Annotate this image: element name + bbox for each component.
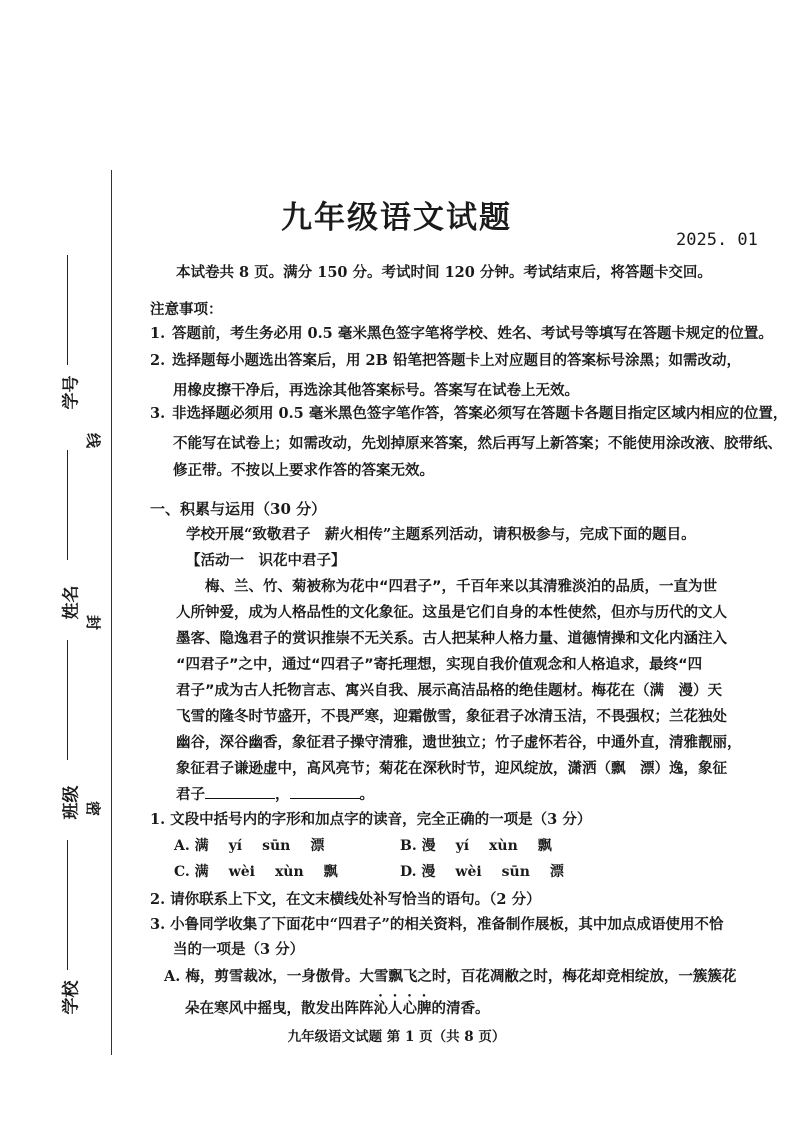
passage-last-line bbox=[176, 783, 374, 804]
exam-date: 2025. 01 bbox=[676, 230, 758, 250]
passage-line: “四君子”之中，通过“四君子”寄托理想，实现自我价值观念和人格追求，最终“四 bbox=[176, 657, 703, 673]
passage-line: 飞雪的隆冬时节盛开，不畏严寒，迎霜傲雪，象征君子冰清玉洁，不畏强权；兰花独处 bbox=[176, 709, 727, 725]
page-title: 九年级语文试题 bbox=[281, 200, 512, 236]
option-text: xùn bbox=[274, 864, 304, 880]
name-field bbox=[67, 450, 68, 560]
notice-item-3-cont-2: 修正带。不按以上要求作答的答案无效。 bbox=[173, 462, 434, 479]
passage-line: 墨客、隐逸君子的赏识推崇不无关系。古人把某种人格力量、道德情操和文化内涵注入 bbox=[176, 631, 727, 647]
question-2: 2. 请你联系上下文，在文末横线处补写恰当的语句。（2 分） bbox=[150, 891, 541, 908]
dotted-idiom: 沁人心脾 bbox=[373, 1000, 432, 1017]
passage-line: 象征君子谦逊虚中，高风亮节；菊花在深秋时节，迎风绽放，潇洒（飘 漂）逸，象征 bbox=[176, 761, 727, 777]
option-text: yí bbox=[455, 838, 470, 854]
seal-char-mi: 密 bbox=[84, 800, 103, 817]
notice-item-1 bbox=[150, 320, 773, 347]
question-3: 3. 小鲁同学收集了下面花中“四君子”的相关资料，准备制作展板，其中加点成语使用不恰 bbox=[150, 916, 724, 933]
exam-intro: 本试卷共 8 页。满分 150 分。考试时间 120 分钟。考试结束后，将答题卡交回。 bbox=[176, 264, 712, 281]
passage-line: 人所钟爱，成为人格品性的文化象征。这虽是它们自身的本性使然，但亦与历代的文人 bbox=[176, 605, 727, 621]
notice-item-number: 1. bbox=[150, 325, 166, 342]
name-label: 姓名 bbox=[61, 585, 82, 620]
section-heading: 一、积累与运用（30 分） bbox=[150, 500, 327, 518]
option-text: wèi bbox=[228, 864, 255, 880]
seal-char-feng: 封 bbox=[84, 614, 103, 631]
passage-text: 。 bbox=[359, 787, 374, 803]
binding-margin-line bbox=[111, 170, 112, 1055]
q1-option-d bbox=[400, 861, 584, 881]
notice-item-number: 2. bbox=[150, 352, 166, 369]
class-field bbox=[67, 640, 68, 760]
notice-item-2-cont: 用橡皮擦干净后，再选涂其他答案标号。答案写在试卷上无效。 bbox=[173, 382, 579, 399]
option-text: 的清香。 bbox=[431, 1000, 490, 1017]
student-no-field bbox=[67, 255, 68, 365]
q3-option-a: A. 梅，剪雪裁冰，一身傲骨。大雪飘飞之时，百花凋敝之时，梅花却竞相绽放，一簇簇花 bbox=[164, 968, 737, 985]
option-text: sūn bbox=[262, 838, 291, 854]
school-field bbox=[67, 840, 68, 970]
option-text: 漂 bbox=[310, 838, 325, 854]
option-text: 漂 bbox=[549, 864, 564, 880]
q1-option-a bbox=[174, 835, 344, 855]
option-text: A. 满 bbox=[174, 838, 209, 854]
notice-item-2 bbox=[150, 347, 741, 374]
activity-heading: 【活动一 识花中君子】 bbox=[186, 552, 346, 569]
answer-blank-1 bbox=[205, 786, 275, 799]
passage-line: 梅、兰、竹、菊被称为花中“四君子”，千百年来以其清雅淡泊的品质，一直为世 bbox=[176, 579, 718, 595]
passage-line: 幽谷，深谷幽香，象征君子操守清雅，遗世独立；竹子虚怀若谷，中通外直，清雅靓丽， bbox=[176, 735, 742, 751]
option-text: xùn bbox=[489, 838, 518, 854]
option-text: C. 满 bbox=[174, 864, 209, 880]
notice-item-3-cont-1: 不能写在试卷上；如需改动，先划掉原来答案，然后再写上新答案；不能使用涂改液、胶带纸、 bbox=[173, 435, 782, 452]
question-3-cont: 当的一项是（3 分） bbox=[173, 941, 305, 958]
question-1: 1. 文段中括号内的字形和加点字的读音，完全正确的一项是（3 分） bbox=[150, 811, 592, 828]
notice-item-3 bbox=[150, 400, 787, 427]
option-text: sūn bbox=[501, 864, 530, 880]
notice-heading: 注意事项： bbox=[150, 301, 223, 318]
passage-line: 君子”成为古人托物言志、寓兴自我、展示高洁品格的绝佳题材。梅花在（满 漫）天 bbox=[176, 683, 723, 699]
q1-option-b bbox=[400, 835, 572, 855]
option-text: 飘 bbox=[323, 864, 338, 880]
q1-option-c bbox=[174, 861, 358, 881]
q3-option-a-cont bbox=[185, 991, 490, 1018]
option-text: 朵在寒风中摇曳，散发出阵阵 bbox=[185, 1000, 374, 1017]
option-text: 飘 bbox=[537, 838, 552, 854]
notice-item-text: 选择题每小题选出答案后，用 2B 铅笔把答题卡上对应题目的答案标号涂黑；如需改动， bbox=[172, 352, 741, 369]
class-label: 班级 bbox=[61, 785, 82, 820]
option-text: B. 漫 bbox=[400, 838, 436, 854]
section-lead: 学校开展“致敬君子 薪火相传”主题系列活动，请积极参与，完成下面的题目。 bbox=[186, 526, 696, 543]
page-footer: 九年级语文试题 第 1 页（共 8 页） bbox=[287, 1029, 506, 1045]
seal-char-xian: 线 bbox=[84, 432, 103, 449]
school-label: 学校 bbox=[61, 980, 82, 1015]
notice-item-text: 非选择题必须用 0.5 毫米黑色签字笔作答，答案必须写在答题卡各题目指定区域内相应的位置， bbox=[172, 405, 788, 422]
passage-text: ， bbox=[275, 787, 290, 803]
notice-item-text: 答题前，考生务必用 0.5 毫米黑色签字笔将学校、姓名、考试号等填写在答题卡规定的位置。 bbox=[172, 325, 773, 342]
answer-blank-2 bbox=[290, 786, 360, 799]
option-text: yí bbox=[228, 838, 243, 854]
notice-item-number: 3. bbox=[150, 405, 166, 422]
option-text: D. 漫 bbox=[400, 864, 436, 880]
passage-text: 君子 bbox=[176, 787, 205, 803]
student-no-label: 学号 bbox=[61, 375, 82, 410]
option-text: wèi bbox=[455, 864, 482, 880]
